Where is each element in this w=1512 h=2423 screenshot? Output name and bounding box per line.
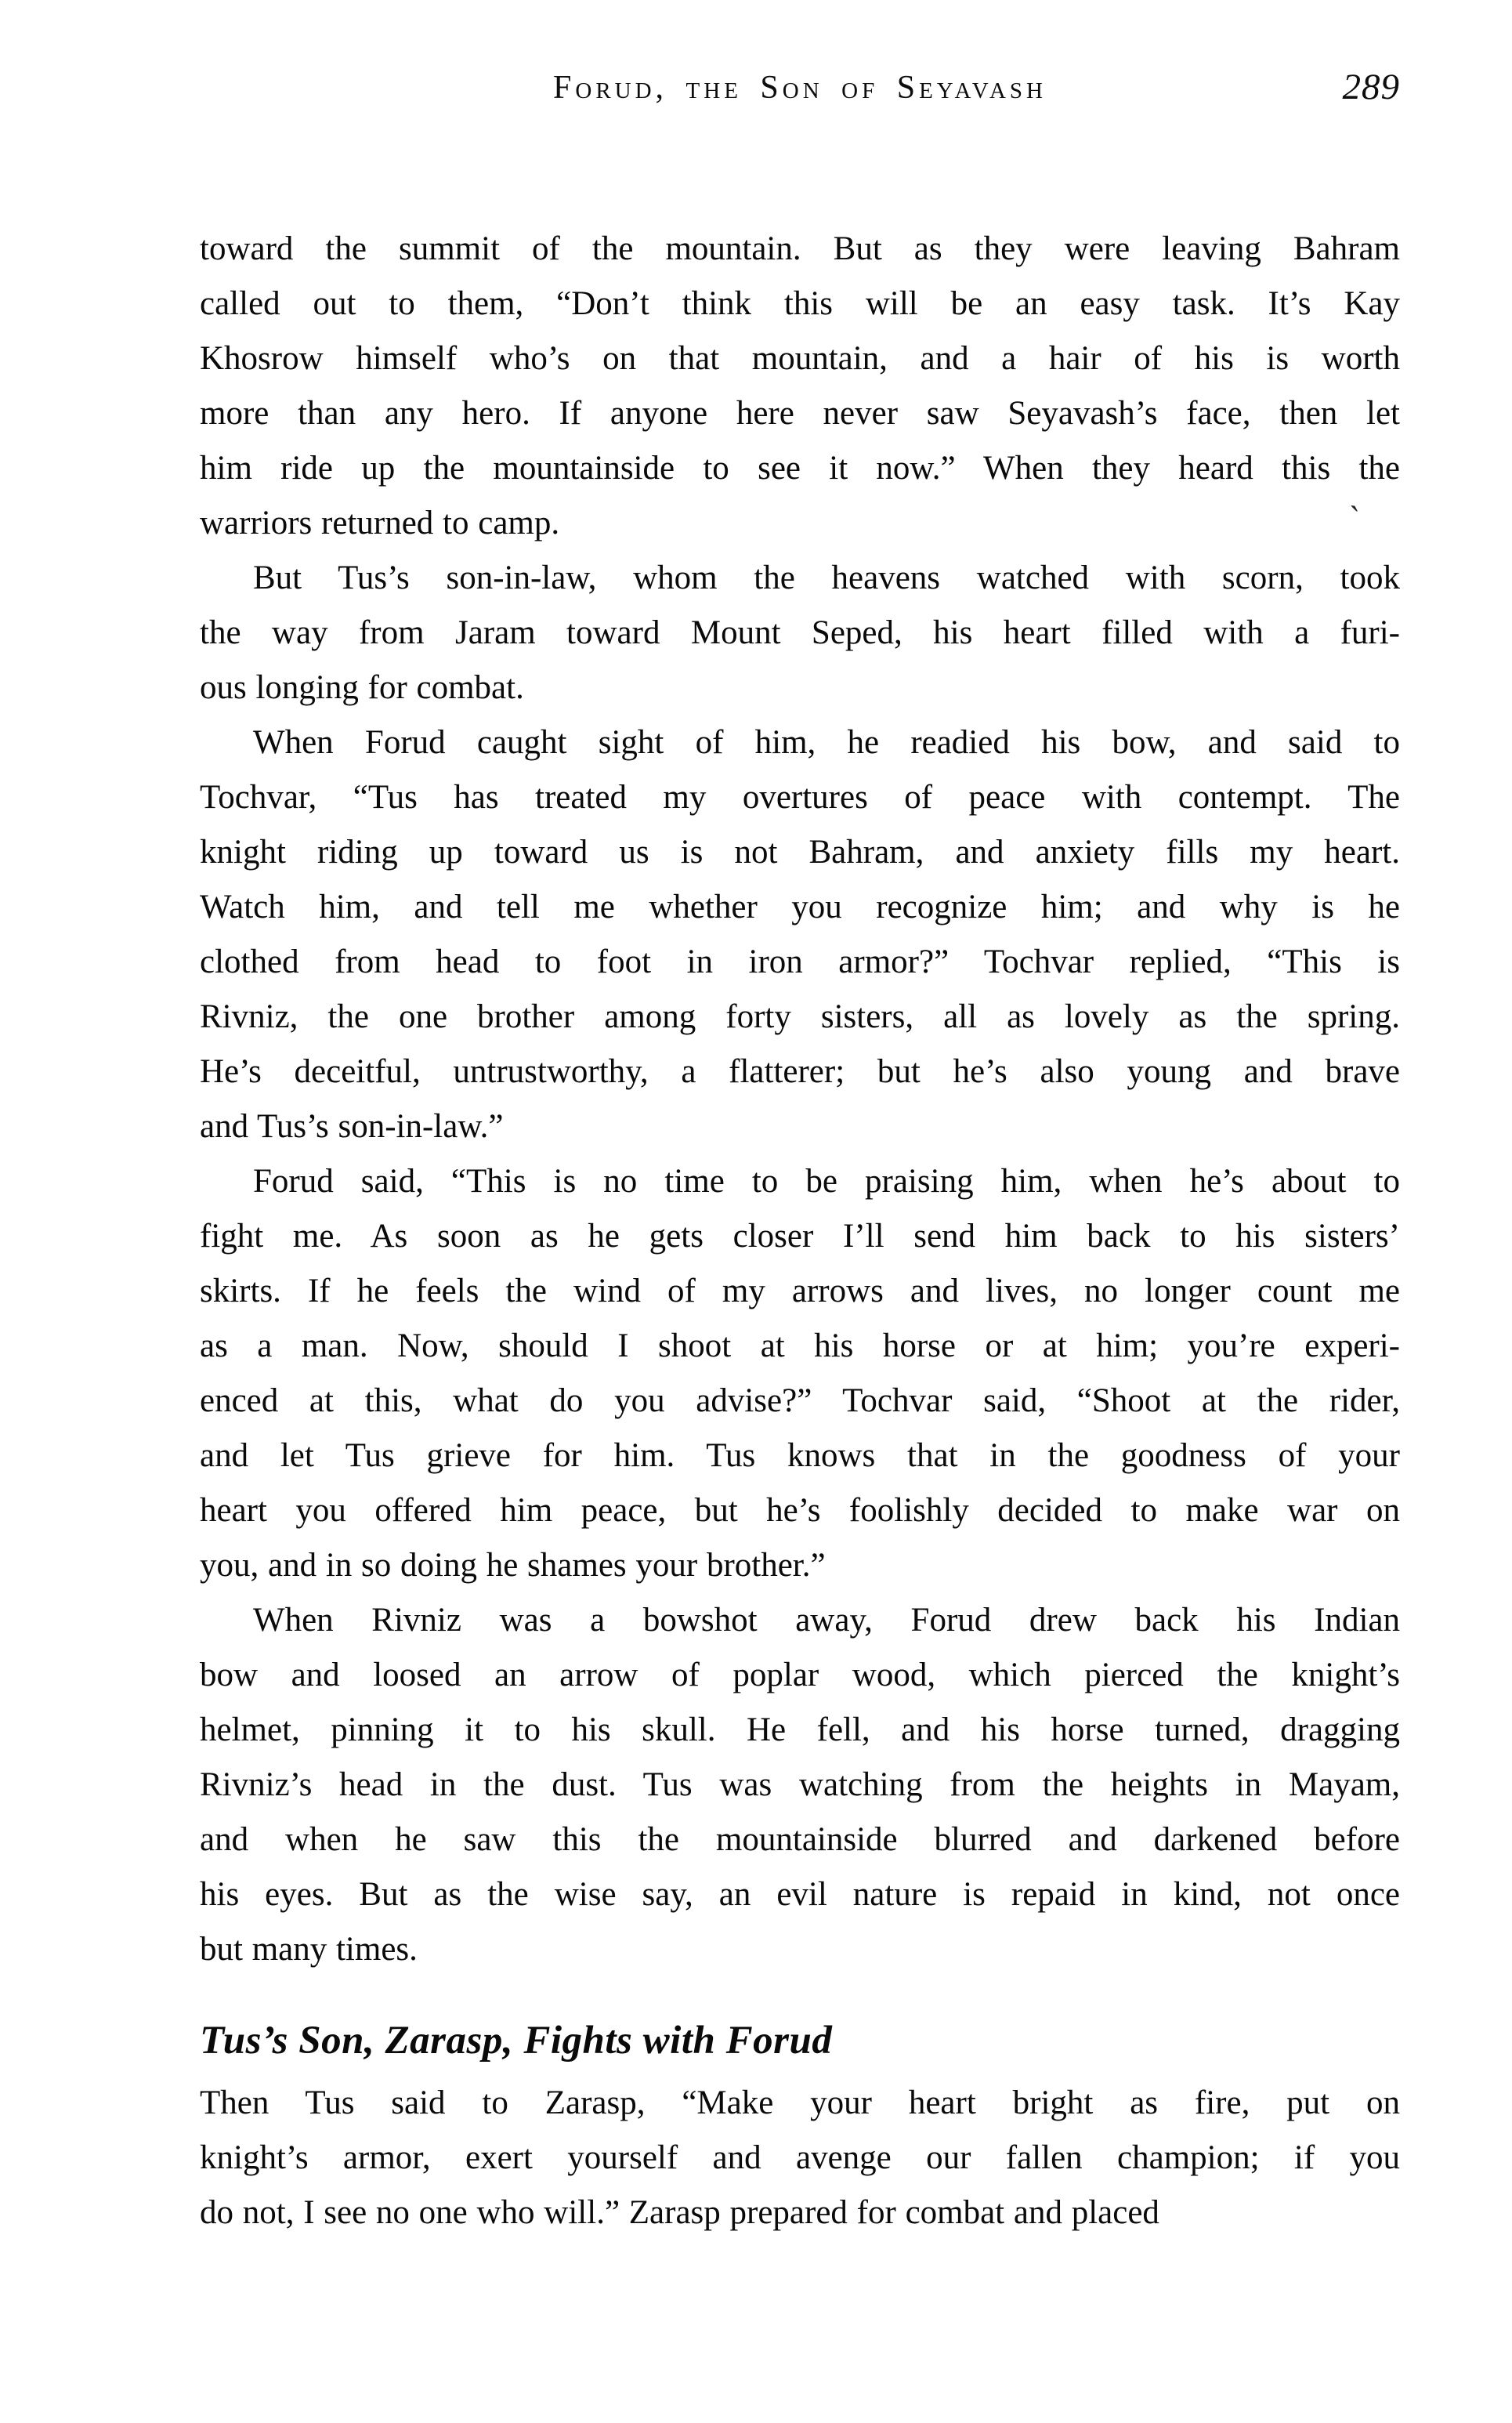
text-line: him ride up the mountainside to see it now.” When they heard this the (200, 450, 1400, 487)
text-line: When Rivniz was a bowshot away, Forud drew back his Indian (253, 1602, 1400, 1639)
paragraph (200, 222, 1400, 551)
text-line: his eyes. But as the wise say, an evil nature is repaid in kind, not once (200, 1876, 1400, 1913)
text-line: He’s deceitful, untrustworthy, a flatterer; but he’s also young and brave (200, 1053, 1400, 1090)
text-line: knight’s armor, exert yourself and avenge our fallen champion; if you (200, 2139, 1400, 2176)
paragraph (200, 1154, 1400, 1593)
text-line: and Tus’s son-in-law.” (200, 1108, 504, 1145)
text-line: but many times. (200, 1931, 418, 1968)
text-line: Then Tus said to Zarasp, “Make your heart bright as fire, put on (200, 2084, 1400, 2121)
text-line: helmet, pinning it to his skull. He fell, and his horse turned, dragging (200, 1711, 1400, 1748)
paragraph (200, 551, 1400, 715)
text-line: the way from Jaram toward Mount Seped, his heart filled with a furi- (200, 614, 1400, 651)
text-line: Tochvar, “Tus has treated my overtures of peace with contempt. The (200, 779, 1400, 816)
text-line: When Forud caught sight of him, he readied his bow, and said to (253, 724, 1400, 761)
text-block (200, 222, 1400, 2240)
text-line: Rivniz’s head in the dust. Tus was watching from the heights in Mayam, (200, 1766, 1400, 1803)
text-line: do not, I see no one who will.” Zarasp prepared for combat and placed (200, 2194, 1159, 2231)
text-line: ous longing for combat. (200, 669, 524, 706)
text-line: Forud said, “This is no time to be praising him, when he’s about to (253, 1163, 1400, 1200)
text-line: heart you offered him peace, but he’s foolishly decided to make war on (200, 1492, 1400, 1529)
text-line: knight riding up toward us is not Bahram, and anxiety fills my heart. (200, 834, 1400, 871)
paragraph (200, 715, 1400, 1154)
running-header (200, 69, 1400, 113)
scan-speck: ` (1344, 498, 1362, 538)
text-line: you, and in so doing he shames your brother.” (200, 1547, 826, 1584)
text-line: more than any hero. If anyone here never saw Seyavash’s face, then let (200, 395, 1400, 432)
section-heading: Tus’s Son, Zarasp, Fights with Forud (200, 2019, 833, 2063)
paragraph (200, 1593, 1400, 1977)
text-line: clothed from head to foot in iron armor?” Tochvar replied, “This is (200, 943, 1400, 980)
page-number: 289 (1342, 67, 1400, 107)
text-line: and let Tus grieve for him. Tus knows that in the goodness of your (200, 1437, 1400, 1474)
text-line: and when he saw this the mountainside blurred and darkened before (200, 1821, 1400, 1858)
running-head: Forud, the Son of Seyavash (553, 70, 1047, 106)
paragraph (200, 2076, 1400, 2240)
text-line: Watch him, and tell me whether you recognize him; and why is he (200, 889, 1400, 925)
text-line: enced at this, what do you advise?” Tochvar said, “Shoot at the rider, (200, 1382, 1400, 1419)
text-line: fight me. As soon as he gets closer I’ll send him back to his sisters’ (200, 1218, 1400, 1255)
text-line: toward the summit of the mountain. But as they were leaving Bahram (200, 230, 1400, 267)
text-line: Khosrow himself who’s on that mountain, and a hair of his is worth (200, 340, 1400, 377)
text-line: as a man. Now, should I shoot at his horse or at him; you’re experi- (200, 1327, 1400, 1364)
text-line: warriors returned to camp. (200, 505, 560, 541)
text-line: But Tus’s son-in-law, whom the heavens watched with scorn, took (253, 560, 1400, 596)
text-line: skirts. If he feels the wind of my arrows and lives, no longer count me (200, 1273, 1400, 1309)
text-line: bow and loosed an arrow of poplar wood, which pierced the knight’s (200, 1657, 1400, 1693)
text-line: Rivniz, the one brother among forty sisters, all as lovely as the spring. (200, 998, 1400, 1035)
text-line: called out to them, “Don’t think this will be an easy task. It’s Kay (200, 285, 1400, 322)
